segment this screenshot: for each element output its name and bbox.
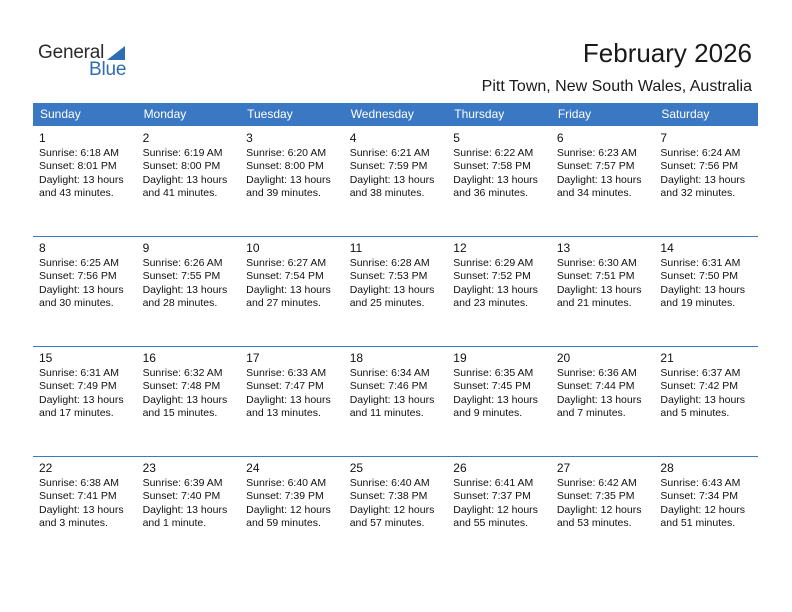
sunrise-time: Sunrise: 6:38 AM [39, 477, 119, 489]
daylight-hours: Daylight: 13 hours [142, 393, 228, 406]
day-number: 28 [660, 461, 674, 475]
weekday-header-friday: Friday [557, 107, 592, 121]
daylight-hours: Daylight: 13 hours [453, 173, 538, 186]
sunset-time: Sunset: 7:51 PM [556, 270, 635, 283]
day-number: 13 [556, 241, 571, 255]
sunrise-time: Sunrise: 6:24 AM [660, 147, 741, 159]
sunset-time: Sunset: 7:56 PM [660, 160, 739, 173]
daylight-minutes: and 7 minutes. [556, 407, 626, 420]
daylight-minutes: and 15 minutes. [142, 407, 218, 420]
daylight-hours: Daylight: 13 hours [349, 173, 435, 186]
sunset-time: Sunset: 7:52 PM [453, 270, 531, 283]
daylight-hours: Daylight: 13 hours [246, 283, 331, 296]
day-cell [447, 456, 551, 566]
day-number: 9 [142, 241, 150, 255]
daylight-minutes: and 3 minutes. [39, 517, 108, 530]
day-cell [551, 346, 655, 456]
page-title: February 2026 [582, 38, 752, 68]
daylight-hours: Daylight: 13 hours [39, 503, 124, 516]
daylight-minutes: and 59 minutes. [246, 517, 321, 530]
day-number: 3 [246, 131, 253, 145]
day-sun-info [453, 257, 538, 311]
day-cell [344, 126, 448, 236]
sunset-time: Sunset: 7:38 PM [349, 490, 428, 503]
daylight-hours: Daylight: 13 hours [39, 393, 124, 406]
daylight-minutes: and 13 minutes. [246, 407, 321, 420]
sunrise-time: Sunrise: 6:27 AM [246, 257, 327, 269]
day-cell [137, 126, 241, 236]
day-sun-info [246, 257, 331, 311]
weekday-header-sunday: Sunday [40, 107, 81, 121]
daylight-hours: Daylight: 12 hours [556, 503, 642, 516]
sunrise-time: Sunrise: 6:23 AM [556, 147, 637, 159]
sunset-time: Sunset: 7:46 PM [349, 380, 428, 393]
daylight-minutes: and 19 minutes. [660, 297, 736, 310]
sunset-time: Sunset: 8:01 PM [39, 160, 117, 173]
day-number: 6 [556, 131, 564, 145]
sunrise-time: Sunrise: 6:31 AM [660, 257, 741, 269]
day-sun-info [39, 477, 124, 531]
daylight-minutes: and 57 minutes. [349, 517, 425, 530]
daylight-minutes: and 53 minutes. [556, 517, 632, 530]
sunrise-time: Sunrise: 6:43 AM [660, 477, 741, 489]
day-sun-info [660, 147, 745, 201]
week-row [33, 236, 758, 346]
day-number: 2 [142, 131, 150, 145]
day-sun-info [453, 147, 538, 201]
day-sun-info [39, 367, 124, 421]
day-number: 23 [142, 461, 156, 475]
sunrise-time: Sunrise: 6:31 AM [39, 367, 119, 379]
logo-word-general: General [38, 42, 105, 63]
daylight-hours: Daylight: 13 hours [453, 393, 538, 406]
day-number: 1 [39, 131, 46, 145]
day-sun-info [246, 367, 331, 421]
day-number: 22 [39, 461, 53, 475]
daylight-hours: Daylight: 13 hours [142, 503, 228, 516]
sunset-time: Sunset: 7:39 PM [246, 490, 324, 503]
daylight-hours: Daylight: 13 hours [142, 173, 228, 186]
day-sun-info [557, 477, 642, 531]
sunset-time: Sunset: 7:41 PM [39, 490, 117, 503]
sunset-time: Sunset: 8:00 PM [246, 160, 324, 173]
sunset-time: Sunset: 7:34 PM [660, 490, 739, 503]
day-number: 19 [453, 351, 467, 365]
daylight-hours: Daylight: 12 hours [660, 503, 746, 516]
day-sun-info [557, 147, 642, 201]
day-cell [137, 456, 241, 566]
week-row [33, 126, 758, 236]
day-number: 5 [453, 131, 460, 145]
daylight-hours: Daylight: 13 hours [142, 283, 228, 296]
sunset-time: Sunset: 7:54 PM [246, 270, 324, 283]
day-cell [33, 126, 137, 236]
daylight-hours: Daylight: 13 hours [39, 283, 124, 296]
day-number: 20 [556, 351, 571, 365]
sunset-time: Sunset: 7:40 PM [142, 490, 221, 503]
sunrise-time: Sunrise: 6:35 AM [453, 367, 534, 379]
day-cell [240, 126, 344, 236]
weekday-header-wednesday: Wednesday [350, 107, 414, 121]
day-number: 17 [246, 351, 260, 365]
day-sun-info [660, 367, 745, 421]
day-number: 7 [660, 131, 668, 145]
weekday-header-monday: Monday [143, 107, 187, 121]
day-sun-info [143, 147, 228, 201]
day-sun-info [453, 477, 538, 531]
sunset-time: Sunset: 7:37 PM [453, 490, 531, 503]
day-number: 15 [39, 351, 53, 365]
daylight-hours: Daylight: 13 hours [660, 393, 746, 406]
day-sun-info [660, 257, 745, 311]
day-sun-info [350, 367, 435, 421]
day-cell [344, 346, 448, 456]
daylight-minutes: and 41 minutes. [142, 187, 218, 200]
day-cell [33, 456, 137, 566]
daylight-hours: Daylight: 13 hours [349, 393, 435, 406]
day-number: 24 [246, 461, 260, 475]
daylight-minutes: and 1 minute. [142, 517, 207, 530]
day-cell [137, 346, 241, 456]
day-sun-info [350, 477, 435, 531]
day-cell [137, 236, 241, 346]
daylight-minutes: and 17 minutes. [39, 407, 114, 420]
sunset-time: Sunset: 7:49 PM [39, 380, 117, 393]
day-cell [551, 236, 655, 346]
day-cell [654, 456, 758, 566]
day-cell [33, 346, 137, 456]
day-cell [447, 126, 551, 236]
day-sun-info [246, 477, 331, 531]
daylight-minutes: and 30 minutes. [39, 297, 114, 310]
sunrise-time: Sunrise: 6:29 AM [453, 257, 534, 269]
day-cell [447, 236, 551, 346]
day-cell [240, 456, 344, 566]
day-sun-info [143, 477, 228, 531]
day-cell [240, 236, 344, 346]
day-number: 14 [660, 241, 674, 255]
day-cell [344, 236, 448, 346]
sunrise-time: Sunrise: 6:33 AM [246, 367, 327, 379]
day-sun-info [39, 257, 124, 311]
daylight-minutes: and 38 minutes. [349, 187, 425, 200]
daylight-hours: Daylight: 13 hours [246, 393, 331, 406]
daylight-hours: Daylight: 13 hours [660, 283, 746, 296]
calendar-grid [33, 103, 758, 530]
sunrise-time: Sunrise: 6:37 AM [660, 367, 741, 379]
daylight-hours: Daylight: 12 hours [246, 503, 331, 516]
day-number: 25 [349, 461, 364, 475]
day-sun-info [143, 257, 228, 311]
day-sun-info [557, 367, 642, 421]
sunset-time: Sunset: 7:59 PM [349, 160, 428, 173]
day-number: 4 [349, 131, 357, 145]
sunrise-time: Sunrise: 6:40 AM [246, 477, 327, 489]
sunset-time: Sunset: 8:00 PM [142, 160, 221, 173]
daylight-hours: Daylight: 13 hours [556, 283, 642, 296]
daylight-minutes: and 34 minutes. [556, 187, 632, 200]
day-number: 10 [246, 241, 260, 255]
sunset-time: Sunset: 7:48 PM [142, 380, 221, 393]
sunrise-time: Sunrise: 6:40 AM [349, 477, 430, 489]
sunrise-time: Sunrise: 6:28 AM [349, 257, 430, 269]
day-cell [551, 456, 655, 566]
location-subtitle: Pitt Town, New South Wales, Australia [481, 78, 752, 95]
day-number: 11 [349, 241, 363, 255]
sunrise-time: Sunrise: 6:26 AM [142, 257, 223, 269]
daylight-minutes: and 28 minutes. [142, 297, 218, 310]
sunset-time: Sunset: 7:35 PM [556, 490, 635, 503]
daylight-hours: Daylight: 12 hours [349, 503, 435, 516]
sunrise-time: Sunrise: 6:19 AM [142, 147, 223, 159]
week-row [33, 346, 758, 456]
day-cell [447, 346, 551, 456]
day-sun-info [453, 367, 538, 421]
sunrise-time: Sunrise: 6:18 AM [39, 147, 119, 159]
sunrise-time: Sunrise: 6:32 AM [142, 367, 223, 379]
sunset-time: Sunset: 7:44 PM [556, 380, 635, 393]
daylight-minutes: and 25 minutes. [349, 297, 425, 310]
daylight-minutes: and 27 minutes. [246, 297, 321, 310]
day-cell [344, 456, 448, 566]
brand-logo [38, 42, 138, 82]
day-sun-info [350, 257, 435, 311]
day-sun-info [143, 367, 228, 421]
daylight-minutes: and 11 minutes. [349, 407, 424, 420]
daylight-minutes: and 9 minutes. [453, 407, 523, 420]
sunset-time: Sunset: 7:56 PM [39, 270, 117, 283]
sunrise-time: Sunrise: 6:20 AM [246, 147, 327, 159]
day-number: 12 [453, 241, 467, 255]
daylight-minutes: and 55 minutes. [453, 517, 528, 530]
sunset-time: Sunset: 7:58 PM [453, 160, 531, 173]
sunset-time: Sunset: 7:42 PM [660, 380, 739, 393]
day-cell [654, 346, 758, 456]
day-cell [654, 236, 758, 346]
sunset-time: Sunset: 7:45 PM [453, 380, 531, 393]
daylight-minutes: and 21 minutes. [556, 297, 632, 310]
daylight-minutes: and 51 minutes. [660, 517, 736, 530]
week-row [33, 456, 758, 566]
day-cell [33, 236, 137, 346]
daylight-minutes: and 39 minutes. [246, 187, 321, 200]
day-sun-info [350, 147, 435, 201]
day-number: 16 [142, 351, 156, 365]
day-number: 21 [660, 351, 674, 365]
daylight-hours: Daylight: 13 hours [556, 173, 642, 186]
sunset-time: Sunset: 7:50 PM [660, 270, 739, 283]
day-number: 8 [39, 241, 46, 255]
day-sun-info [246, 147, 331, 201]
daylight-hours: Daylight: 13 hours [453, 283, 538, 296]
sunset-time: Sunset: 7:55 PM [142, 270, 221, 283]
sunrise-time: Sunrise: 6:30 AM [556, 257, 637, 269]
sunrise-time: Sunrise: 6:25 AM [39, 257, 119, 269]
sunrise-time: Sunrise: 6:42 AM [556, 477, 637, 489]
day-cell [240, 346, 344, 456]
sunrise-time: Sunrise: 6:41 AM [453, 477, 534, 489]
sunrise-time: Sunrise: 6:22 AM [453, 147, 534, 159]
logo-word-blue: Blue [89, 59, 127, 80]
sunrise-time: Sunrise: 6:39 AM [142, 477, 223, 489]
sunset-time: Sunset: 7:53 PM [349, 270, 428, 283]
day-number: 26 [453, 461, 467, 475]
day-cell [654, 126, 758, 236]
weekday-header-thursday: Thursday [454, 107, 505, 121]
sunrise-time: Sunrise: 6:36 AM [556, 367, 637, 379]
daylight-hours: Daylight: 13 hours [660, 173, 746, 186]
daylight-minutes: and 43 minutes. [39, 187, 114, 200]
daylight-minutes: and 5 minutes. [660, 407, 730, 420]
day-sun-info [660, 477, 745, 531]
daylight-hours: Daylight: 12 hours [453, 503, 538, 516]
weekday-header-row [33, 103, 758, 126]
sunrise-time: Sunrise: 6:21 AM [349, 147, 430, 159]
daylight-minutes: and 36 minutes. [453, 187, 528, 200]
daylight-hours: Daylight: 13 hours [556, 393, 642, 406]
daylight-minutes: and 23 minutes. [453, 297, 528, 310]
day-sun-info [557, 257, 642, 311]
sunset-time: Sunset: 7:47 PM [246, 380, 324, 393]
daylight-minutes: and 32 minutes. [660, 187, 736, 200]
day-number: 18 [349, 351, 364, 365]
logo-triangle-icon [107, 46, 125, 60]
sunset-time: Sunset: 7:57 PM [556, 160, 635, 173]
daylight-hours: Daylight: 13 hours [349, 283, 435, 296]
weekday-header-saturday: Saturday [661, 107, 710, 121]
day-cell [551, 126, 655, 236]
sunrise-time: Sunrise: 6:34 AM [349, 367, 430, 379]
day-sun-info [39, 147, 124, 201]
daylight-hours: Daylight: 13 hours [246, 173, 331, 186]
weekday-header-tuesday: Tuesday [247, 107, 293, 121]
day-number: 27 [556, 461, 571, 475]
daylight-hours: Daylight: 13 hours [39, 173, 124, 186]
